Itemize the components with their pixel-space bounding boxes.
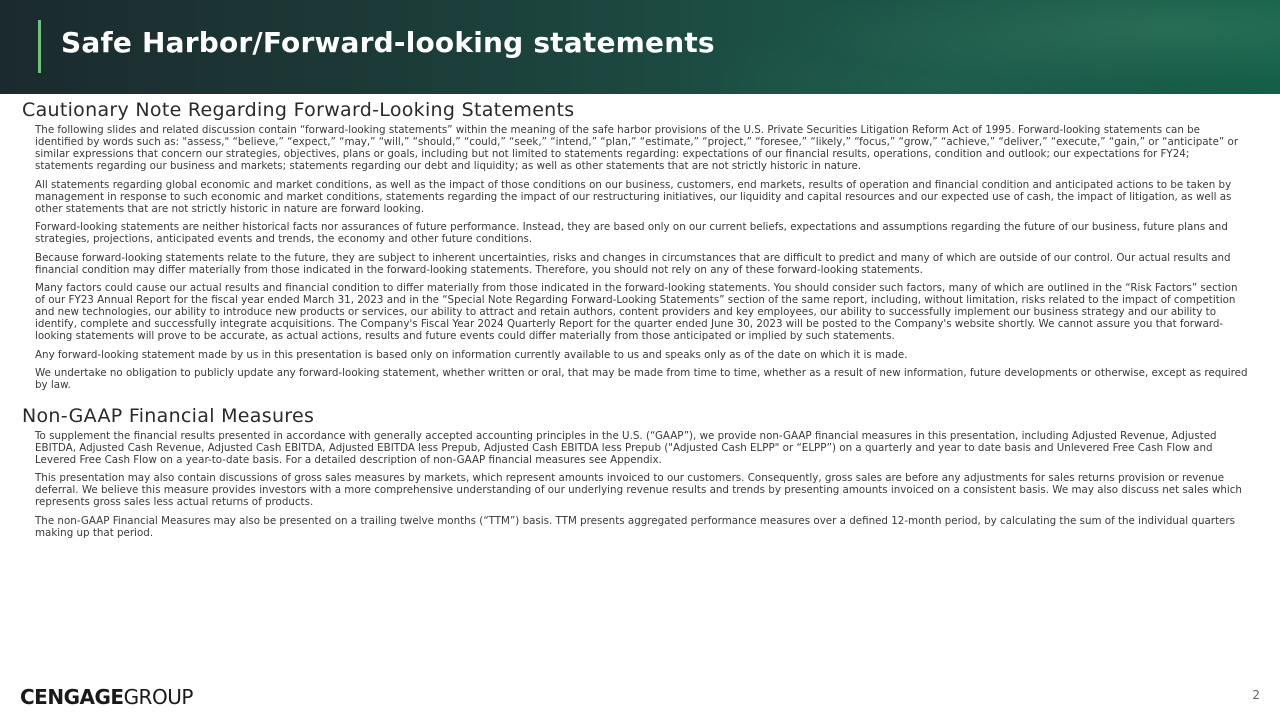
paragraph: We undertake no obligation to publicly update any forward-looking statement, whether written or oral, that may be made from time to time, whether as a result of new information, future developments or otherwise, except as required by law. <box>35 367 1248 391</box>
section-heading: Cautionary Note Regarding Forward-Looking Statements <box>22 99 575 121</box>
section-heading: Non-GAAP Financial Measures <box>22 404 315 427</box>
paragraph: Because forward-looking statements relate to the future, they are subject to inherent uncertainties, risks and changes in circumstances that are difficult to predict and many of which are outside of our control. Our actual results and financial condition may differ materially from those indicated in the forward-looking statements. Therefore, you should not rely on any of these forward-looking statements. <box>35 251 1231 276</box>
paragraph: To supplement the financial results presented in accordance with generally accepted accounting principles in the U.S. (“GAAP”), we provide non-GAAP financial measures in this presentation, including Adjusted Revenue, Adjusted EBITDA, Adjusted Cash Revenue, Adjusted Cash EBITDA, Adjusted EBITDA less Prepub, Adjusted Cash EBITDA less Prepub ("Adjusted Cash ELPP" or “ELPP”) on a quarterly and year to date basis and Unlevered Free Cash Flow and Levered Free Cash Flow on a year-to-date basis. For a detailed description of non-GAAP financial measures see Appendix. <box>35 429 1217 466</box>
section-forward-looking <box>22 98 1250 391</box>
section-body <box>22 124 1250 391</box>
paragraph: Many factors could cause our actual results and financial condition to differ materially from those indicated in the forward-looking statements. You should consider such factors, many of which are outlined in the “Risk Factors” section of our FY23 Annual Report for the fiscal year ended March 31, 2023 and in the “Special Note Regarding Forward-Looking Statements” section of the same report, including, without limitation, risks related to the impact of competition and new technologies, our ability to introduce new products or services, our ability to attract and retain authors, content providers and key employees, our ability to successfully implement our business strategy and our ability to identify, complete and successfully integrate acquisitions. The Company's Fiscal Year 2024 Quarterly Report for the quarter ended June 30, 2023 will be posted to the Company's website shortly. We cannot assure you that forward-looking statements will prove to be accurate, as actual actions, results and future events could differ materially from those anticipated or implied by such statements. <box>35 282 1238 342</box>
paragraph: The following slides and related discussion contain “forward-looking statements” within the meaning of the safe harbor provisions of the U.S. Private Securities Litigation Reform Act of 1995. Forward-looking statements can be identified by words such as: "assess," “believe,” “expect,” “may,” “will,” “should,” “could,” “seek,” “intend,” “plan,” “estimate,” “project,” “foresee,” “likely,” “focus,” “grow,” “achieve,” “deliver,” “execute,” “gain,” or “anticipate” or similar expressions that concern our strategies, objectives, plans or goals, including but not limited to statements regarding: expectations of our financial results, operations, condition and outlook; our expectations for FY24; statements regarding our business and markets; statements regarding our debt and liquidity; as well as other statements that are not strictly historic in nature. <box>35 124 1239 172</box>
page-number: 2 <box>1252 688 1260 702</box>
paragraph: Any forward-looking statement made by us in this presentation is based only on information currently available to us and speaks only as of the date on which it is made. <box>35 348 908 361</box>
title-banner <box>0 0 1280 94</box>
paragraph: This presentation may also contain discussions of gross sales measures by markets, which represent amounts invoiced to our customers. Consequently, gross sales are before any adjustments for sales returns provision or revenue deferral. We believe this measure provides investors with a more comprehensive understanding of our underlying revenue results and trends by presenting amounts invoiced on a consistent basis. We may also discuss net sales which represents gross sales less actual returns of products. <box>35 472 1242 508</box>
logo-secondary-text: GROUP <box>123 685 193 709</box>
paragraph: The non-GAAP Financial Measures may also be presented on a trailing twelve months (“TTM”) basis. TTM presents aggregated performance measures over a defined 12-month period, by calculating the sum of the individual quarters making up that period. <box>35 514 1235 539</box>
paragraph: Forward-looking statements are neither historical facts nor assurances of future performance. Instead, they are based only on our current beliefs, expectations and assumptions regarding the future of our business, future plans and strategies, projections, anticipated events and trends, the economy and other future conditions. <box>35 221 1228 245</box>
logo-primary-text: CENGAGE <box>20 685 124 709</box>
slide-content <box>22 98 1250 545</box>
page-title: Safe Harbor/Forward-looking statements <box>61 26 715 59</box>
banner-texture <box>720 0 1280 94</box>
cengage-group-logo <box>20 684 193 710</box>
paragraph: All statements regarding global economic and market conditions, as well as the impact of those conditions on our business, customers, end markets, results of operation and financial condition and anticipated actions to be taken by management in response to such economic and market conditions, statements regarding the impact of our restructuring initiatives, our liquidity and capital resources and our expected use of cash, the impact of litigation, as well as other statements that are not strictly historic in nature are forward looking. <box>35 178 1232 215</box>
section-body <box>22 430 1250 539</box>
section-non-gaap <box>22 404 1250 539</box>
title-accent-bar <box>38 20 41 73</box>
